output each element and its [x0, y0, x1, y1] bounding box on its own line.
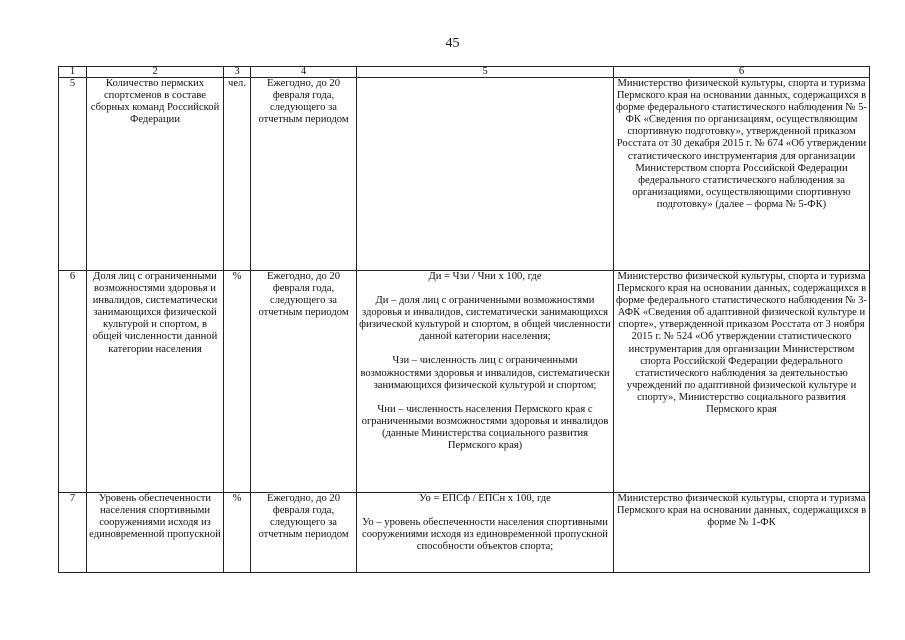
indicator-source: Министерство физической культуры, спорта и туризма Пермского края на основании данных, содержащихся в форме федерального статистического наблюдения № 3-АФК «Сведения об адаптивной физической культуре и спорте», утвержденной приказом Росстата от 3 ноября 2015 г. № 524 «Об утверждении статистического инструментария для организации Министерством спорта Российской Федерации федерального статистического наблюдения за деятельностью учреждений по адаптивной физической культуре и спорту», Министерство социального развития Пермского края [614, 271, 870, 493]
column-header: 1 [59, 67, 87, 78]
column-header: 2 [87, 67, 224, 78]
column-header: 4 [251, 67, 357, 78]
indicator-unit: % [224, 271, 251, 493]
row-number: 7 [59, 493, 87, 573]
indicator-name: Уровень обеспеченности населения спортивными сооружениями исходя из единовременной пропускной [87, 493, 224, 573]
formula-definition: Чзи – численность лиц с ограниченными возможностями здоровья и инвалидов, систематически занимающихся физической культурой и спортом; [360, 355, 610, 391]
page-number: 45 [445, 36, 460, 51]
indicator-period: Ежегодно, до 20 февраля года, следующего за отчетным периодом [251, 271, 357, 493]
indicator-name: Доля лиц с ограниченными возможностями здоровья и инвалидов, систематически занимающихся физической культурой и спортом, в общей численности данной категории населения [87, 271, 224, 493]
indicator-source: Министерство физической культуры, спорта и туризма Пермского края на основании данных, содержащихся в форме федерального статистического наблюдения № 5-ФК «Сведения по организациям, осуществляющим спортивную подготовку», утвержденной приказом Росстата от 30 декабря 2015 г. № 674 «Об утверждении статистического инструментария для организации Министерством спорта Российской Федерации федерального статистического наблюдения за организациями, осуществляющими спортивную подготовку» (далее – форма № 5-ФК) [614, 78, 870, 271]
column-numbers-row [59, 67, 870, 78]
table-row [59, 493, 870, 573]
indicator-name: Количество пермских спортсменов в составе сборных команд Российской Федерации [87, 78, 224, 271]
indicator-formula [357, 493, 614, 573]
indicator-formula [357, 78, 614, 271]
indicator-source: Министерство физической культуры, спорта и туризма Пермского края на основании данных, содержащихся в форме № 1-ФК [614, 493, 870, 573]
formula-line: Уо = ЕПСф / ЕПСн х 100, где [419, 493, 551, 504]
indicators-table [58, 66, 870, 573]
table-row [59, 271, 870, 493]
formula-line: Ди = Чзи / Чни х 100, где [428, 271, 542, 282]
formula-definition: Чни – численность населения Пермского края с ограниченными возможностями здоровья и инвалидов (данные Министерства социального развития Пермского края) [361, 403, 609, 452]
row-number: 5 [59, 78, 87, 271]
indicator-unit: % [224, 493, 251, 573]
column-header: 6 [614, 67, 870, 78]
indicator-period: Ежегодно, до 20 февраля года, следующего за отчетным периодом [251, 78, 357, 271]
table-row [59, 78, 870, 271]
column-header: 3 [224, 67, 251, 78]
indicator-formula [357, 271, 614, 493]
indicator-unit: чел. [224, 78, 251, 271]
indicator-period: Ежегодно, до 20 февраля года, следующего за отчетным периодом [251, 493, 357, 573]
column-header: 5 [357, 67, 614, 78]
row-number: 6 [59, 271, 87, 493]
formula-definition: Уо – уровень обеспеченности населения спортивными сооружениями исходя из единовременной пропускной способности объектов спорта; [362, 517, 608, 553]
formula-definition: Ди – доля лиц с ограниченными возможностями здоровья и инвалидов, систематически занимающихся физической культурой и спортом, в общей численности данной категории населения; [359, 295, 611, 343]
